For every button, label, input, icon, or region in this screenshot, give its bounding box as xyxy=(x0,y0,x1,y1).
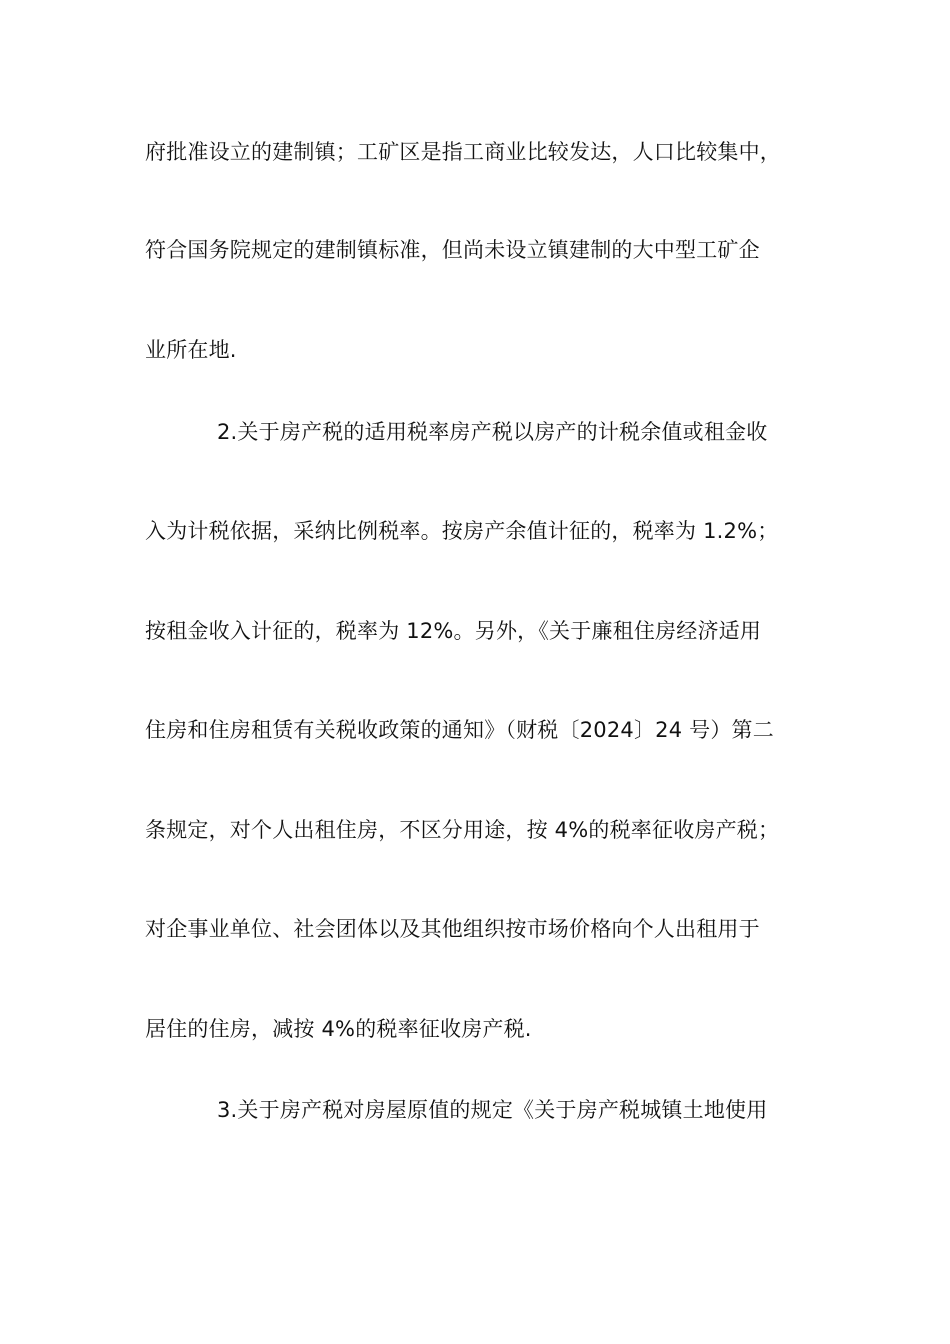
paragraph-2-heading-line: 2.关于房产税的适用税率房产税以房产的计税余值或租金收 xyxy=(217,420,768,444)
text-line-6: 按租金收入计征的，税率为 12%。另外，《关于廉租住房经济适用 xyxy=(145,619,762,643)
text-line-8: 条规定，对个人出租住房，不区分用途，按 4%的税率征收房产税； xyxy=(145,818,780,842)
text-line-9: 对企事业单位、社会团体以及其他组织按市场价格向个人出租用于 xyxy=(145,917,760,941)
text-line-10: 居住的住房，减按 4%的税率征收房产税. xyxy=(145,1017,532,1041)
text-line-1: 府批准设立的建制镇；工矿区是指工商业比较发达，人口比较集中， xyxy=(145,140,781,164)
text-line-7: 住房和住房租赁有关税收政策的通知》（财税〔2024〕24 号）第二 xyxy=(145,718,774,742)
text-line-3: 业所在地. xyxy=(145,338,237,362)
text-line-2: 符合国务院规定的建制镇标准，但尚未设立镇建制的大中型工矿企 xyxy=(145,238,760,262)
text-line-5: 入为计税依据，采纳比例税率。按房产余值计征的，税率为 1.2%； xyxy=(145,519,779,543)
paragraph-3-heading-line: 3.关于房产税对房屋原值的规定《关于房产税城镇土地使用 xyxy=(217,1098,768,1122)
